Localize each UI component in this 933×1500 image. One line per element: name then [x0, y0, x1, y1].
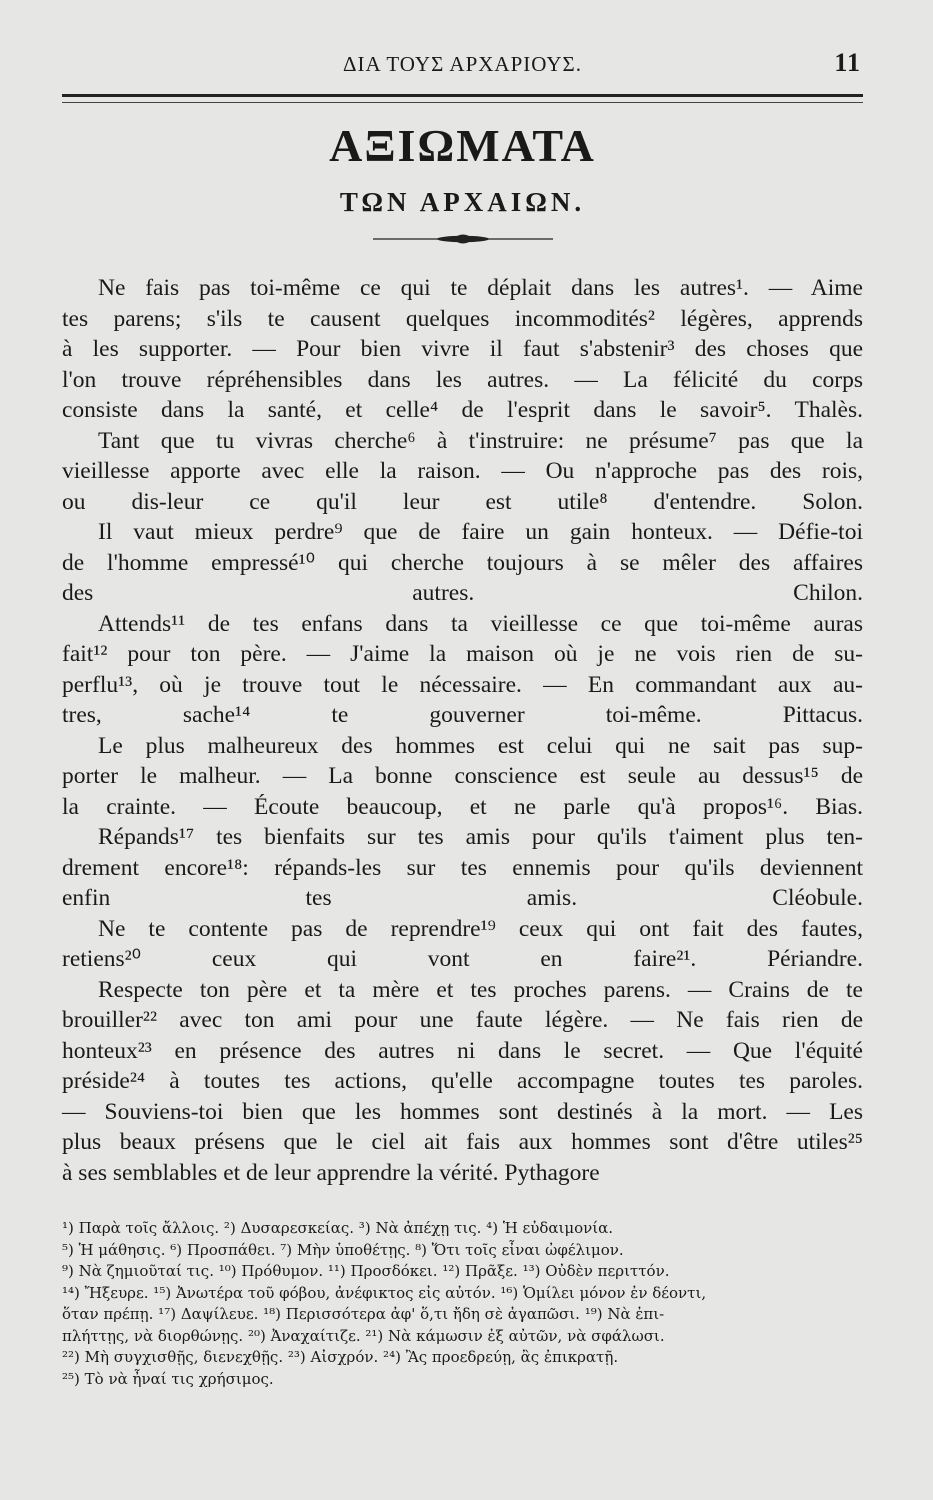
footnote-line: ⁹) Νὰ ζημιοῦταί τις. ¹⁰) Πρόθυμον. ¹¹) Προσδόκει. ¹²) Πρᾶξε. ¹³) Οὐδὲν περιττόν.	[62, 1262, 670, 1280]
text-line: à les supporter. — Pour bien vivre il faut s'abstenir³ des choses que	[62, 336, 863, 362]
text-line: ou dis-leur ce qu'il leur est utile⁸ d'entendre. Solon.	[62, 488, 863, 515]
text-line: de l'homme empressé¹⁰ qui cherche toujours à se mêler des affaires	[62, 549, 863, 576]
text-line: porter le malheur. — La bonne conscience est seule au dessus¹⁵ de	[62, 763, 863, 789]
text-line: à ses semblables et de leur apprendre la vérité. Pythagore	[62, 1159, 600, 1186]
footnotes	[62, 1218, 863, 1390]
text-line: — Souviens-toi bien que les hommes sont destinés à la mort. — Les	[62, 1098, 863, 1125]
footnote-line: πλήττῃς, νὰ διορθώνῃς. ²⁰) Ἀναχαίτιζε. ²¹) Νὰ κάμωσιν ἐξ αὐτῶν, νὰ σφάλωσι.	[62, 1326, 665, 1345]
header-rule	[62, 94, 863, 103]
page-header	[62, 40, 863, 80]
text-line: Ne fais pas toi-même ce qui te déplait dans les autres¹. — Aime	[98, 275, 863, 301]
text-line: des autres. Chilon.	[62, 580, 863, 606]
text-line: préside²⁴ à toutes tes actions, qu'elle accompagne toutes tes paroles.	[62, 1068, 863, 1094]
text-line: vieillesse apporte avec elle la raison. — Ou n'approche pas des rois,	[62, 458, 863, 484]
maxims-text	[62, 273, 863, 1188]
text-line: retiens²⁰ ceux qui vont en faire²¹. Périandre.	[62, 946, 863, 972]
footnote-line: ὅταν πρέπῃ. ¹⁷) Δαψίλευε. ¹⁸) Περισσότερα ἀφ' ὅ,τι ἤδη σὲ ἀγαπῶσι. ¹⁹) Νὰ ἐπι-	[62, 1305, 665, 1323]
ornament-rule-icon	[373, 229, 553, 249]
text-line: fait¹² pour ton père. — J'aime la maison où je ne vois rien de su-	[62, 641, 863, 667]
page-subtitle: ΤΩΝ ΑΡΧΑΙΩΝ.	[339, 187, 586, 217]
text-line: Ne te contente pas de reprendre¹⁹ ceux qui ont fait des fautes,	[98, 915, 863, 942]
running-title: ΔΙΑ ΤΟΥΣ ΑΡΧΑΡΙΟΥΣ.	[342, 52, 583, 76]
footnote-line: ²²) Μὴ συγχισθῇς, διενεχθῇς. ²³) Αἰσχρόν. ²⁴) Ἂς προεδρεύῃ, ἂς ἐπικρατῇ.	[62, 1348, 619, 1366]
text-line: Attends¹¹ de tes enfans dans ta vieillesse ce que toi-même auras	[98, 610, 863, 637]
text-line: Tant que tu vivras cherche⁶ à t'instruire: ne présume⁷ pas que la	[98, 427, 863, 454]
text-line: Le plus malheureux des hommes est celui qui ne sait pas sup-	[98, 732, 863, 759]
ornament-divider	[62, 229, 863, 255]
text-line: drement encore¹⁸: répands-les sur tes ennemis pour qu'ils deviennent	[62, 854, 863, 881]
text-line: Répands¹⁷ tes bienfaits sur tes amis pour qu'ils t'aiment plus ten-	[98, 824, 863, 850]
text-line: l'on trouve répréhensibles dans les autres. — La félicité du corps	[62, 366, 863, 393]
text-line: tes parens; s'ils te causent quelques incommodités² légères, apprends	[62, 305, 863, 332]
page-title: ΑΞΙΩΜΑΤΑ	[329, 120, 596, 171]
text-line: consiste dans la santé, et celle⁴ de l'esprit dans le savoir⁵. Thalès.	[62, 397, 863, 423]
page-number: 11	[834, 48, 861, 77]
text-line: plus beaux présens que le ciel ait fais aux hommes sont d'être utiles²⁵	[62, 1129, 863, 1155]
text-line: perflu¹³, où je trouve tout le nécessaire. — En commandant aux au-	[62, 671, 863, 698]
text-line: brouiller²² avec ton ami pour une faute légère. — Ne fais rien de	[62, 1007, 863, 1033]
footnote-line: ²⁵) Τὸ νὰ ἦναί τις χρήσιμος.	[62, 1369, 274, 1388]
text-line: enfin tes amis. Cléobule.	[62, 885, 863, 911]
text-line: Il vaut mieux perdre⁹ que de faire un gain honteux. — Défie-toi	[98, 519, 863, 545]
footnote-line: ¹⁴) Ἤξευρε. ¹⁵) Ἀνωτέρα τοῦ φόβου, ἀνέφικτος εἰς αὐτόν. ¹⁶) Ὁμίλει μόνον ἐν δέοντι,	[62, 1283, 707, 1302]
text-line: tres, sache¹⁴ te gouverner toi-même. Pittacus.	[62, 702, 863, 728]
footnote-line: ⁵) Ἡ μάθησις. ⁶) Προσπάθει. ⁷) Μὴν ὑποθέτῃς. ⁸) Ὅτι τοῖς εἶναι ὠφέλιμον.	[62, 1240, 624, 1259]
footnote-line: ¹) Παρὰ τοῖς ἄλλοις. ²) Δυσαρεσκείας. ³) Νὰ ἀπέχῃ τις. ⁴) Ἡ εὐδαιμονία.	[62, 1219, 614, 1237]
text-line: la crainte. — Écoute beaucoup, et ne parle qu'à propos¹⁶. Bias.	[62, 793, 863, 820]
text-line: Respecte ton père et ta mère et tes proches parens. — Crains de te	[98, 976, 863, 1003]
text-line: honteux²³ en présence des autres ni dans le secret. — Que l'équité	[62, 1037, 863, 1064]
